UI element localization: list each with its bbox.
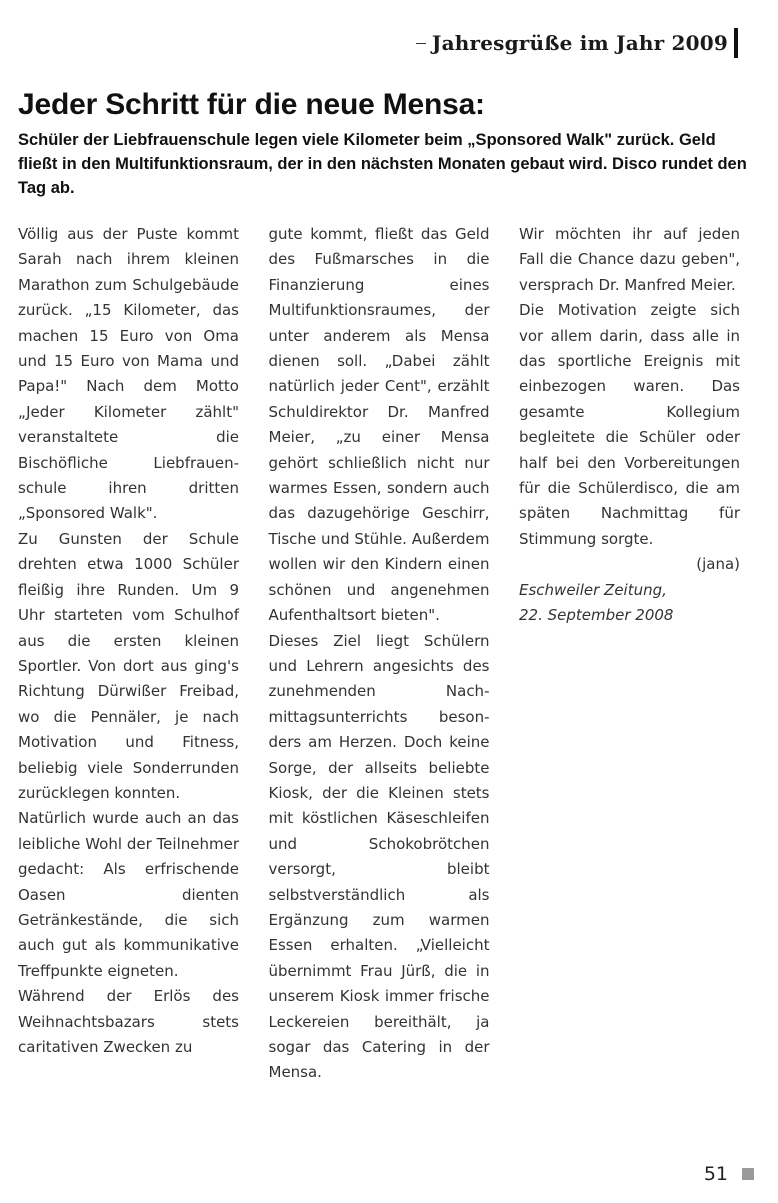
article-subheadline: Schüler der Liebfrauenschule legen viele Kilometer beim „Sponsored Walk" zurück. Geld fließt in den Multifunktionsraum, der in den nächsten Monaten gebaut wird. Disco rundet den Tag ab. <box>18 131 747 197</box>
author-credit: (jana) <box>696 555 740 574</box>
column-3 <box>519 222 740 1086</box>
page-number: 51 <box>703 1163 728 1185</box>
header-rule <box>416 43 426 44</box>
header-bar <box>734 28 738 58</box>
page-footer <box>704 1163 754 1185</box>
paragraph: Völlig aus der Puste kommt Sarah nach ihrem kleinen Marathon zum Schulgebäude zurück. „15 Kilometer, das machen 15 Euro von Oma und 15 Euro von Mama und Papa!" Nach dem Motto „Jeder Kilometer zählt" veranstaltete die Bischöfliche Liebfrauenschule ihren dritten „Sponsored Walk". <box>18 225 239 523</box>
source-citation <box>519 578 740 629</box>
column-1 <box>18 222 239 1086</box>
paragraph: Zu Gunsten der Schule drehten etwa 1000 Schüler fleißig ihre Runden. Um 9 Uhr starteten vom Schulhof aus die ersten kleinen Sportler. Von dort aus ging's Richtung Dürwißer Freibad, wo die Pennäler, je nach Motivation und Fitness, beliebig viele Sonderrunden zurücklegen konnten. <box>18 529 239 802</box>
paragraph: Die Motivation zeigte sich vor allem darin, dass alle in das sportliche Ereignis mit einbezogen waren. Das gesamte Kollegium begleitete die Schüler oder half bei den Vorbereitungen für die Schülerdisco, die am späten Nachmittag für Stimmung sorgte. <box>519 301 740 548</box>
page-marker-square <box>742 1168 754 1180</box>
paragraph: Dieses Ziel liegt Schülern und Lehrern angesichts des zunehmenden Nachmittagsunterrichts besonders am Herzen. Doch keine Sorge, der allseits beliebte Kiosk, der die Kleinen stets mit köstlichen Käseschleifen und Schokobrötchen versorgt, bleibt selbstverständlich als Ergänzung zum warmen Essen erhalten. „Vielleicht übernimmt Frau Jürß, die in unserem Kiosk immer frische Leckereien bereithält, ja sogar das Catering in der Mensa. <box>268 631 490 1082</box>
paragraph: gute kommt, fließt das Geld des Fußmarsches in die Finanzierung eines Multifunktionsraumes, der unter anderem als Mensa dienen soll. „Dabei zählt natürlich jeder Cent", erzählt Schuldirektor Dr. Manfred Meier, „zu einer Mensa gehört schließlich nicht nur warmes Essen, sondern auch das dazugehörige Geschirr, Tische und Stühle. Außerdem wollen wir den Kindern einen schönen und angenehmen Aufenthaltsort bieten". <box>268 225 490 625</box>
source-publication: Eschweiler Zeitung, <box>519 580 667 599</box>
article-body <box>18 222 740 1086</box>
paragraph: Während der Erlös des Weihnachtsbazars stets caritativen Zwecken zu <box>18 987 239 1056</box>
running-header <box>416 28 738 58</box>
source-date: 22. September 2008 <box>519 606 674 625</box>
article-headline: Jeder Schritt für die neue Mensa: <box>18 88 485 121</box>
paragraph: Natürlich wurde auch an das leibliche Wohl der Teilnehmer gedacht: Als erfrischende Oasen dienten Getränkestände, die sich auch gut als kommunikative Treffpunkte eigneten. <box>18 809 239 980</box>
column-2 <box>269 222 490 1086</box>
running-header-title: Jahresgrüße im Jahr 2009 <box>431 31 728 55</box>
paragraph: Wir möchten ihr auf jeden Fall die Chance dazu geben", versprach Dr. Manfred Meier. <box>519 225 740 294</box>
